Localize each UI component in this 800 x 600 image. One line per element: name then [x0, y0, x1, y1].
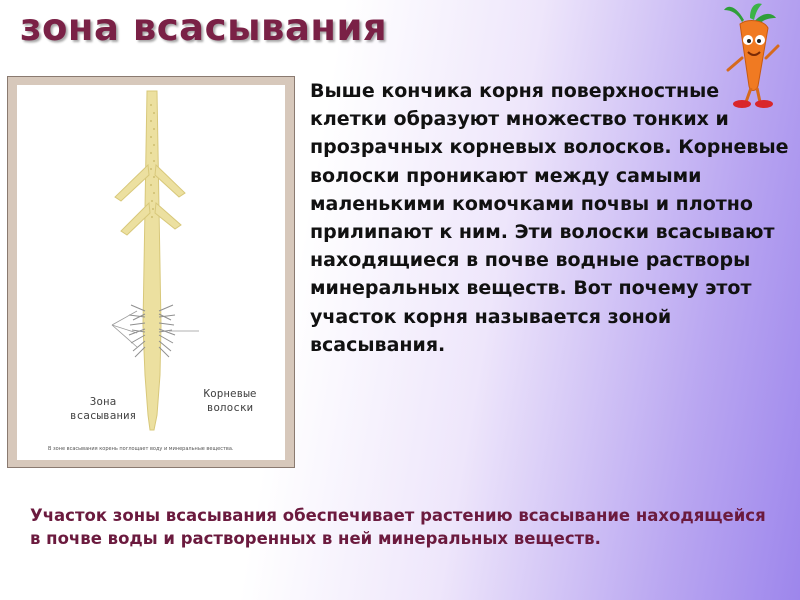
lateral-root-upper-right: [155, 165, 185, 197]
lateral-root-upper-left: [115, 165, 149, 201]
label-root-hairs: Корневые волоски: [203, 387, 257, 414]
illustration-caption: В зоне всасывания корень поглощает воду и минеральные вещества.: [48, 446, 234, 452]
label-absorption-zone: Зона всасывания: [70, 395, 137, 422]
summary-text: Участок зоны всасывания обеспечивает растению всасывание находящейся в почве воды и растворенных в ней минеральных веществ.: [30, 506, 766, 548]
main-root: [143, 91, 161, 430]
description-paragraph: Выше кончика корня поверхностные клетки образуют множество тонких и прозрачных корневых волосков. Корневые волоски проникают между самыми маленькими комочками почвы и плотно прилипают к ним. Эти волоски всасывают находящиеся в почве водные растворы минеральных веществ. Вот почему этот участок корня называется зоной всасывания.: [310, 80, 789, 356]
slide-title: зона всасывания: [20, 6, 388, 49]
illustration-frame: [7, 76, 295, 468]
